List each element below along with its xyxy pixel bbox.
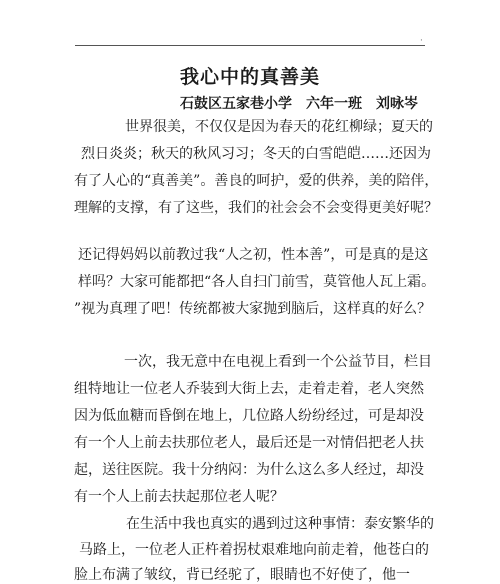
paragraph-3-line-1: 一次，我无意中在电视上看到一个公益节目，栏目 [124,354,432,370]
header-rule [75,45,425,46]
paragraph-4-line-3: 脸上布满了皱纹，背已经驼了，眼睛也不好使了，他一 [74,567,410,583]
essay-title: 我心中的真善美 [179,66,320,88]
paragraph-3-line-2: 组特地让一位老人乔装到大街上去，走着走着，老人突然 [74,381,424,397]
paragraph-1-line-2: 烈日炎炎；秋天的秋风习习；冬天的白雪皑皑……还因为 [81,146,431,162]
header-corner-mark: · [420,36,423,46]
paragraph-2-line-2: 样吗？大家可能都把“各人自扫门前雪，莫管他人瓦上霜。 [78,274,436,290]
paragraph-3-line-6: 有一个人上前去扶起那位老人呢？ [74,489,284,505]
paragraph-1-line-4: 理解的支撑，有了这些，我们的社会会不会变得更美好呢？ [74,200,438,216]
paragraph-3-line-4: 有一个人上前去扶那位老人，最后还是一对情侣把老人扶 [74,435,424,451]
paragraph-3-line-3: 因为低血糖而昏倒在地上，几位路人纷纷经过，可是却没 [74,408,424,424]
paragraph-3-line-5: 起，送往医院。我十分纳闷：为什么这么多人经过，却没 [74,462,424,478]
paragraph-4-line-2: 马路上，一位老人正杵着拐杖艰难地向前走着，他苍白的 [79,542,429,558]
paragraph-2-line-3: ”视为真理了吧！传统都被大家抛到脑后，这样真的好么？ [74,301,432,317]
paragraph-1-line-3: 有了人心的“真善美”。善良的呵护，爱的供养，美的陪伴， [74,173,439,189]
paragraph-4-line-1: 在生活中我也真实的遇到过这种事情：泰安繁华的 [126,516,434,532]
author-line: 石鼓区五家巷小学 六年一班 刘咏岑 [180,96,418,112]
paragraph-2-line-1: 还记得妈妈以前教过我“人之初，性本善”，可是真的是这 [78,247,429,263]
paragraph-1-line-1: 世界很美，不仅仅是因为春天的花红柳绿；夏天的 [125,119,433,135]
